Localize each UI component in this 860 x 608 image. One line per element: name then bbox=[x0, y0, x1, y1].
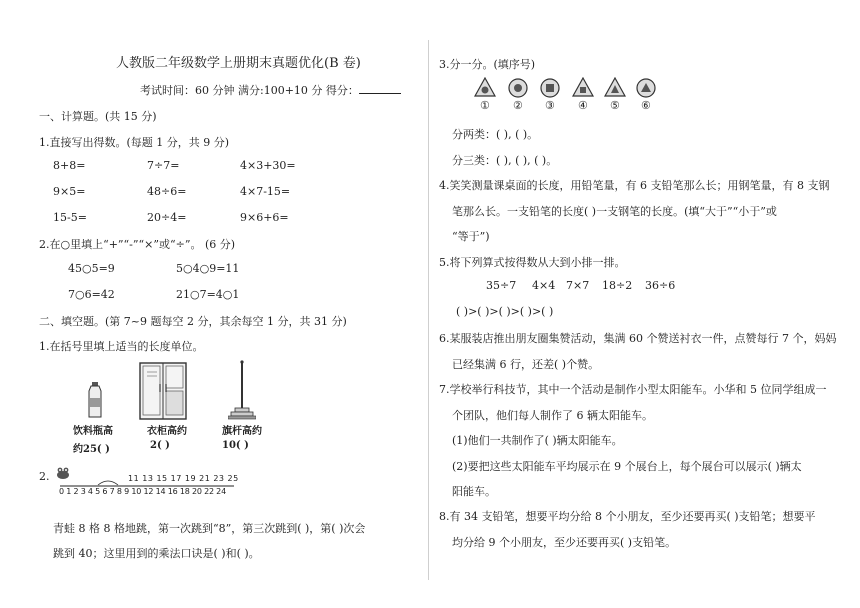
exam-info bbox=[140, 82, 401, 98]
section-2-heading: 二、填空题。(第 7~9 题每空 2 分，其余每空 1 分，共 31 分) bbox=[39, 315, 347, 328]
flagpole-icon bbox=[228, 360, 256, 420]
shape-3-icon bbox=[540, 78, 560, 98]
q7-line5: 阳能车。 bbox=[452, 485, 496, 498]
q5-expr: 4×4 bbox=[532, 279, 556, 292]
bottle-caption: 饮料瓶高 bbox=[73, 426, 113, 437]
q5-expr: 7×7 bbox=[566, 279, 590, 292]
flagpole-answer: 10( ) bbox=[222, 440, 249, 451]
q1-prompt: 1.直接写出得数。(每题 1 分，共 9 分) bbox=[39, 136, 230, 149]
q5-expr: 36÷6 bbox=[645, 279, 676, 292]
column-divider bbox=[428, 40, 429, 580]
flagpole-caption: 旗杆高约 bbox=[222, 426, 262, 437]
fill-q2-label: 2. bbox=[39, 470, 50, 483]
q4-line3: “等于”) bbox=[452, 230, 490, 243]
calc-item: 20÷4= bbox=[147, 211, 187, 224]
frog-question-line1: 青蛙 8 格 8 格地跳，第一次跳到“8”，第三次跳到( )，第( )次会 bbox=[53, 522, 366, 535]
shape-label: ⑤ bbox=[610, 99, 620, 112]
q3-prompt: 3.分一分。(填序号) bbox=[439, 58, 536, 71]
wardrobe-icon bbox=[139, 362, 187, 420]
q5-expr: 18÷2 bbox=[602, 279, 633, 292]
operator-item: 5○4○9=11 bbox=[176, 262, 240, 275]
q7-line2: 个团队，他们每人制作了 6 辆太阳能车。 bbox=[452, 409, 653, 422]
q5-order-blanks: ( )>( )>( )>( )>( ) bbox=[456, 305, 554, 318]
calc-item: 9×6+6= bbox=[240, 211, 289, 224]
calc-item: 8+8= bbox=[53, 159, 86, 172]
number-line-bottom-labels: 0 1 2 3 4 5 6 7 8 9 10 12 14 16 18 20 22 24 bbox=[59, 487, 226, 496]
page-title: 人教版二年级数学上册期末真题优化(B 卷) bbox=[116, 56, 361, 71]
shape-label: ⑥ bbox=[641, 99, 651, 112]
q4-line1: 4.笑笑测量课桌面的长度，用铅笔量，有 6 支铅笔那么长；用钢笔量，有 8 支钢 bbox=[439, 179, 830, 192]
bottle-answer: 约25( ) bbox=[73, 444, 110, 455]
section-1-heading: 一、计算题。(共 15 分) bbox=[39, 110, 157, 123]
shape-5-icon bbox=[604, 77, 626, 97]
q2-prompt: 2.在○里填上“+”“-”“×”或“÷”。 (6 分) bbox=[39, 238, 236, 251]
shape-label: ① bbox=[480, 99, 490, 112]
q8-line2: 均分给 9 个小朋友，至少还要再买( )支铅笔。 bbox=[452, 536, 677, 549]
wardrobe-caption: 衣柜高约 bbox=[147, 426, 187, 437]
shape-6-icon bbox=[636, 78, 656, 98]
number-line-top-labels: 11 13 15 17 19 21 23 25 bbox=[128, 474, 239, 483]
q8-line1: 8.有 34 支铅笔，想要平均分给 8 个小朋友，至少还要再买( )支铅笔；想要平 bbox=[439, 510, 816, 523]
shape-label: ④ bbox=[578, 99, 588, 112]
q7-line4: (2)要把这些太阳能车平均展示在 9 个展台上，每个展台可以展示( )辆太 bbox=[452, 460, 802, 473]
exam-info-text: 考试时间：60 分钟 满分:100+10 分 得分： bbox=[140, 84, 359, 97]
q3-two-groups: 分两类：( ), ( )。 bbox=[452, 128, 539, 141]
calc-item: 4×7-15= bbox=[240, 185, 291, 198]
bottle-icon bbox=[86, 382, 104, 418]
q7-line1: 7.学校举行科技节，其中一个活动是制作小型太阳能车。小华和 5 位同学组成一 bbox=[439, 383, 827, 396]
shape-4-icon bbox=[572, 77, 594, 97]
q6-line1: 6.某服装店推出朋友圈集赞活动，集满 60 个赞送衬衣一件，点赞每行 7 个，妈妈 bbox=[439, 332, 837, 345]
calc-item: 9×5= bbox=[53, 185, 86, 198]
frog-question-line2: 跳到 40；这里用到的乘法口诀是( )和( )。 bbox=[53, 547, 260, 560]
shape-2-icon bbox=[508, 78, 528, 98]
calc-item: 48÷6= bbox=[147, 185, 187, 198]
calc-item: 4×3+30= bbox=[240, 159, 296, 172]
score-blank bbox=[359, 83, 401, 94]
shape-label: ③ bbox=[545, 99, 555, 112]
q6-line2: 已经集满 6 行，还差( )个赞。 bbox=[452, 358, 600, 371]
shape-label: ② bbox=[513, 99, 523, 112]
shape-1-icon bbox=[474, 77, 496, 97]
calc-item: 7÷7= bbox=[147, 159, 180, 172]
q3-three-groups: 分三类：( ), ( ), ( )。 bbox=[452, 154, 558, 167]
fill-q1-prompt: 1.在括号里填上适当的长度单位。 bbox=[39, 340, 204, 353]
calc-item: 15-5= bbox=[53, 211, 87, 224]
q5-prompt: 5.将下列算式按得数从大到小排一排。 bbox=[439, 256, 626, 269]
operator-item: 7○6=42 bbox=[68, 288, 115, 301]
operator-item: 21○7=4○1 bbox=[176, 288, 240, 301]
q7-line3: (1)他们一共制作了( )辆太阳能车。 bbox=[452, 434, 623, 447]
q4-line2: 笔那么长。一支铅笔的长度( )一支钢笔的长度。(填“大于”“小于”或 bbox=[452, 205, 777, 218]
wardrobe-answer: 2( ) bbox=[150, 440, 170, 451]
q5-expr: 35÷7 bbox=[486, 279, 517, 292]
operator-item: 45○5=9 bbox=[68, 262, 115, 275]
